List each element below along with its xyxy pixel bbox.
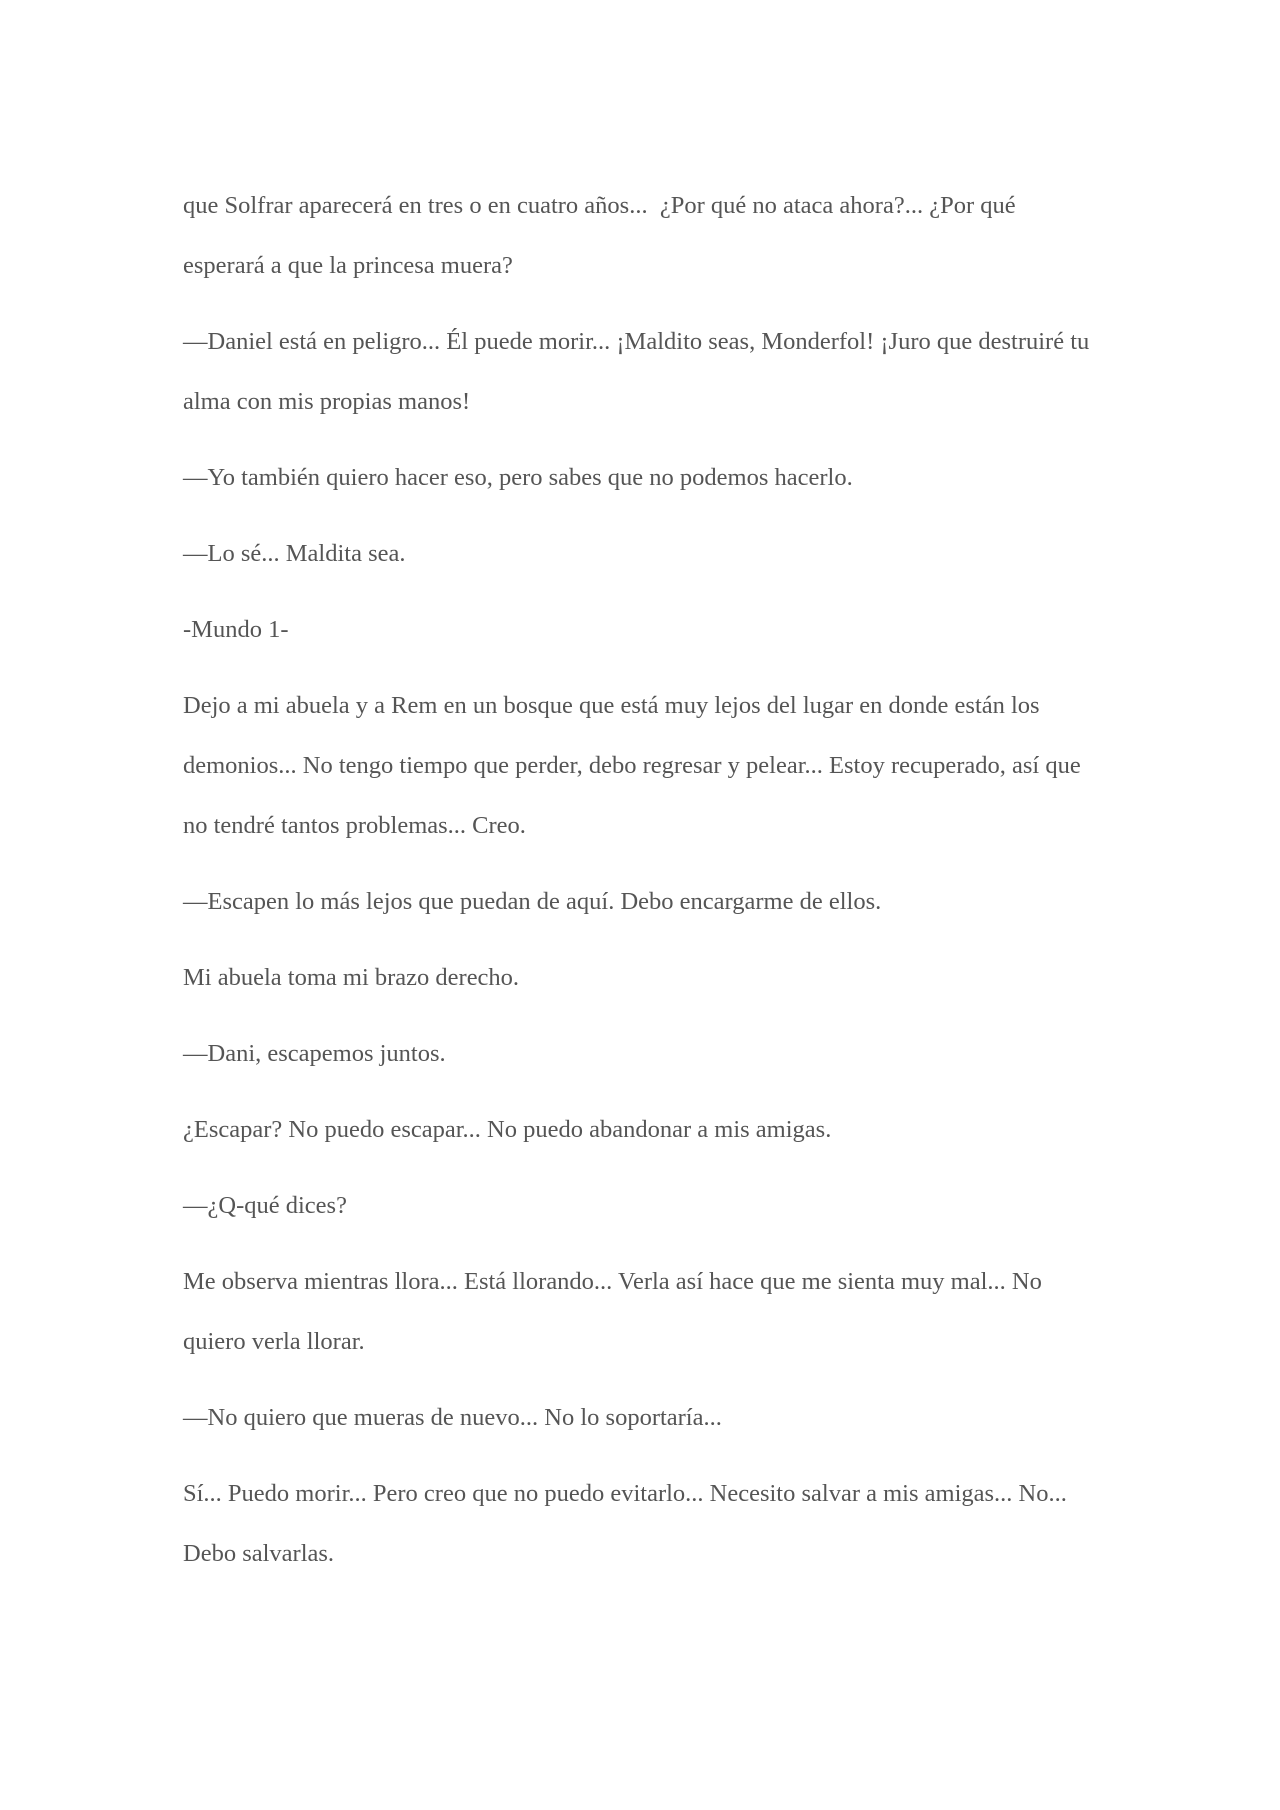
paragraph-4: —Lo sé... Maldita sea. bbox=[183, 540, 406, 567]
paragraph-13: —No quiero que mueras de nuevo... No lo soportaría... bbox=[183, 1404, 722, 1431]
paragraph-14: Sí... Puedo morir... Pero creo que no puedo evitarlo... Necesito salvar a mis amigas... No... Debo salvarlas. bbox=[183, 1480, 1073, 1567]
paragraph-9: —Dani, escapemos juntos. bbox=[183, 1040, 446, 1067]
paragraph-8: Mi abuela toma mi brazo derecho. bbox=[183, 964, 520, 991]
paragraph-11: —¿Q-qué dices? bbox=[183, 1192, 347, 1219]
paragraph-12: Me observa mientras llora... Está llorando... Verla así hace que me sienta muy mal... No quiero verla llorar. bbox=[183, 1268, 1048, 1355]
paragraph-2: —Daniel está en peligro... Él puede morir... ¡Maldito seas, Monderfol! ¡Juro que destruiré tu alma con mis propias manos! bbox=[183, 328, 1096, 415]
paragraph-7: —Escapen lo más lejos que puedan de aquí. Debo encargarme de ellos. bbox=[183, 888, 882, 915]
paragraph-1: que Solfrar aparecerá en tres o en cuatro años... ¿Por qué no ataca ahora?... ¿Por qué esperará a que la princesa muera? bbox=[183, 192, 1022, 279]
document-body bbox=[183, 176, 1103, 1600]
paragraph-3: —Yo también quiero hacer eso, pero sabes que no podemos hacerlo. bbox=[183, 464, 853, 491]
paragraph-6: Dejo a mi abuela y a Rem en un bosque que está muy lejos del lugar en donde están los demonios... No tengo tiempo que perder, debo regresar y pelear... Estoy recuperado, así que no tendré tantos problemas... Creo. bbox=[183, 692, 1087, 839]
paragraph-10: ¿Escapar? No puedo escapar... No puedo abandonar a mis amigas. bbox=[183, 1116, 832, 1143]
section-heading: -Mundo 1- bbox=[183, 616, 289, 643]
